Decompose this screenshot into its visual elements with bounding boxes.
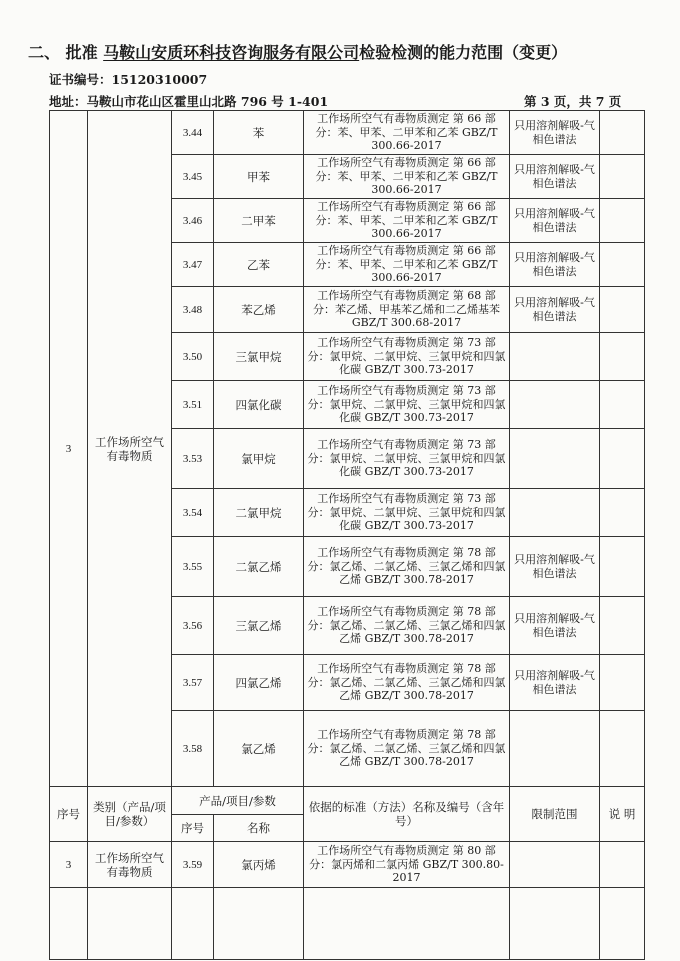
address-value: 马鞍山市花山区霍里山北路 796 号 1-401 [86, 94, 329, 109]
category-cell: 工作场所空气有毒物质 [88, 842, 172, 888]
item-limit: 只用溶剂解吸-气相色谱法 [510, 597, 600, 655]
cert-label: 证书编号： [49, 72, 112, 87]
item-note [600, 199, 645, 243]
item-note [600, 842, 645, 888]
empty-cell [600, 888, 645, 960]
item-note [600, 287, 645, 333]
item-standard: 工作场所空气有毒物质测定 第 78 部分：氯乙烯、二氯乙烯、三氯乙烯和四氯乙烯 GBZ/T 300.78-2017 [304, 537, 510, 597]
empty-cell [304, 888, 510, 960]
item-limit: 只用溶剂解吸-气相色谱法 [510, 287, 600, 333]
empty-cell [50, 888, 88, 960]
item-number: 3.59 [172, 842, 214, 888]
item-limit [510, 489, 600, 537]
header-category: 类别（产品/项目/参数） [88, 787, 172, 842]
item-note [600, 381, 645, 429]
page-title [28, 40, 567, 63]
title-prefix: 二、 批准 [28, 43, 98, 62]
item-name: 氯丙烯 [214, 842, 304, 888]
item-name: 甲苯 [214, 155, 304, 199]
header-standard: 依据的标准（方法）名称及编号（含年号） [304, 787, 510, 842]
item-standard: 工作场所空气有毒物质测定 第 66 部分：苯、甲苯、二甲苯和乙苯 GBZ/T 300.66-2017 [304, 199, 510, 243]
item-standard: 工作场所空气有毒物质测定 第 66 部分：苯、甲苯、二甲苯和乙苯 GBZ/T 300.66-2017 [304, 155, 510, 199]
item-limit [510, 842, 600, 888]
category-cell: 工作场所空气有毒物质 [88, 111, 172, 787]
certificate-number [49, 70, 207, 88]
item-number: 3.53 [172, 429, 214, 489]
empty-cell [214, 888, 304, 960]
item-standard: 工作场所空气有毒物质测定 第 73 部分：氯甲烷、二氯甲烷、三氯甲烷和四氯化碳 GBZ/T 300.73-2017 [304, 429, 510, 489]
item-name: 氯乙烯 [214, 711, 304, 787]
header-sub-seq: 序号 [172, 815, 214, 842]
item-standard: 工作场所空气有毒物质测定 第 66 部分：苯、甲苯、二甲苯和乙苯 GBZ/T 300.66-2017 [304, 243, 510, 287]
item-name: 四氯化碳 [214, 381, 304, 429]
item-limit: 只用溶剂解吸-气相色谱法 [510, 111, 600, 155]
address [49, 92, 328, 110]
item-name: 乙苯 [214, 243, 304, 287]
empty-cell [88, 888, 172, 960]
item-number: 3.51 [172, 381, 214, 429]
table-row-empty [50, 888, 645, 960]
item-number: 3.55 [172, 537, 214, 597]
item-limit [510, 381, 600, 429]
item-note [600, 655, 645, 711]
item-note [600, 429, 645, 489]
item-note [600, 537, 645, 597]
item-standard: 工作场所空气有毒物质测定 第 68 部分：苯乙烯、甲基苯乙烯和二乙烯基苯 GBZ/T 300.68-2017 [304, 287, 510, 333]
page-number: 第 3 页，共 7 页 [524, 94, 622, 109]
item-number: 3.56 [172, 597, 214, 655]
item-standard: 工作场所空气有毒物质测定 第 80 部分：氯丙烯和二氯丙烯 GBZ/T 300.80-2017 [304, 842, 510, 888]
item-name: 二甲苯 [214, 199, 304, 243]
item-limit [510, 429, 600, 489]
item-standard: 工作场所空气有毒物质测定 第 73 部分：氯甲烷、二氯甲烷、三氯甲烷和四氯化碳 GBZ/T 300.73-2017 [304, 333, 510, 381]
item-note [600, 489, 645, 537]
item-note [600, 711, 645, 787]
item-number: 3.47 [172, 243, 214, 287]
title-organization: 马鞍山安质环科技咨询服务有限公司 [103, 43, 360, 62]
group-number-cell: 3 [50, 111, 88, 787]
item-limit [510, 711, 600, 787]
address-label: 地址： [49, 94, 87, 109]
item-standard: 工作场所空气有毒物质测定 第 73 部分：氯甲烷、二氯甲烷、三氯甲烷和四氯化碳 GBZ/T 300.73-2017 [304, 489, 510, 537]
item-number: 3.50 [172, 333, 214, 381]
item-number: 3.45 [172, 155, 214, 199]
column-header-row [50, 787, 645, 815]
item-name: 三氯乙烯 [214, 597, 304, 655]
item-standard: 工作场所空气有毒物质测定 第 78 部分：氯乙烯、二氯乙烯、三氯乙烯和四氯乙烯 GBZ/T 300.78-2017 [304, 655, 510, 711]
item-name: 苯乙烯 [214, 287, 304, 333]
cert-value: 15120310007 [111, 72, 208, 87]
item-note [600, 597, 645, 655]
empty-cell [172, 888, 214, 960]
item-standard: 工作场所空气有毒物质测定 第 73 部分：氯甲烷、二氯甲烷、三氯甲烷和四氯化碳 GBZ/T 300.73-2017 [304, 381, 510, 429]
table-row [50, 111, 645, 155]
item-number: 3.46 [172, 199, 214, 243]
item-number: 3.54 [172, 489, 214, 537]
item-standard: 工作场所空气有毒物质测定 第 66 部分：苯、甲苯、二甲苯和乙苯 GBZ/T 300.66-2017 [304, 111, 510, 155]
table-body [50, 111, 645, 960]
item-standard: 工作场所空气有毒物质测定 第 78 部分：氯乙烯、二氯乙烯、三氯乙烯和四氯乙烯 GBZ/T 300.78-2017 [304, 711, 510, 787]
header-limit: 限制范围 [510, 787, 600, 842]
item-note [600, 111, 645, 155]
item-note [600, 333, 645, 381]
item-limit: 只用溶剂解吸-气相色谱法 [510, 199, 600, 243]
header-note: 说 明 [600, 787, 645, 842]
item-name: 四氯乙烯 [214, 655, 304, 711]
header-seq: 序号 [50, 787, 88, 842]
item-note [600, 243, 645, 287]
item-limit: 只用溶剂解吸-气相色谱法 [510, 537, 600, 597]
item-number: 3.57 [172, 655, 214, 711]
empty-cell [510, 888, 600, 960]
group-number-cell: 3 [50, 842, 88, 888]
header-product: 产品/项目/参数 [172, 787, 304, 815]
capability-table [49, 110, 645, 960]
item-name: 苯 [214, 111, 304, 155]
item-limit: 只用溶剂解吸-气相色谱法 [510, 155, 600, 199]
item-name: 二氯甲烷 [214, 489, 304, 537]
item-number: 3.48 [172, 287, 214, 333]
header-sub-name: 名称 [214, 815, 304, 842]
item-limit: 只用溶剂解吸-气相色谱法 [510, 243, 600, 287]
item-number: 3.44 [172, 111, 214, 155]
table-row [50, 842, 645, 888]
item-limit [510, 333, 600, 381]
item-note [600, 155, 645, 199]
item-limit: 只用溶剂解吸-气相色谱法 [510, 655, 600, 711]
item-name: 三氯甲烷 [214, 333, 304, 381]
title-suffix: 检验检测的能力范围（变更） [359, 43, 568, 62]
item-number: 3.58 [172, 711, 214, 787]
item-name: 氯甲烷 [214, 429, 304, 489]
item-name: 二氯乙烯 [214, 537, 304, 597]
item-standard: 工作场所空气有毒物质测定 第 78 部分：氯乙烯、二氯乙烯、三氯乙烯和四氯乙烯 GBZ/T 300.78-2017 [304, 597, 510, 655]
